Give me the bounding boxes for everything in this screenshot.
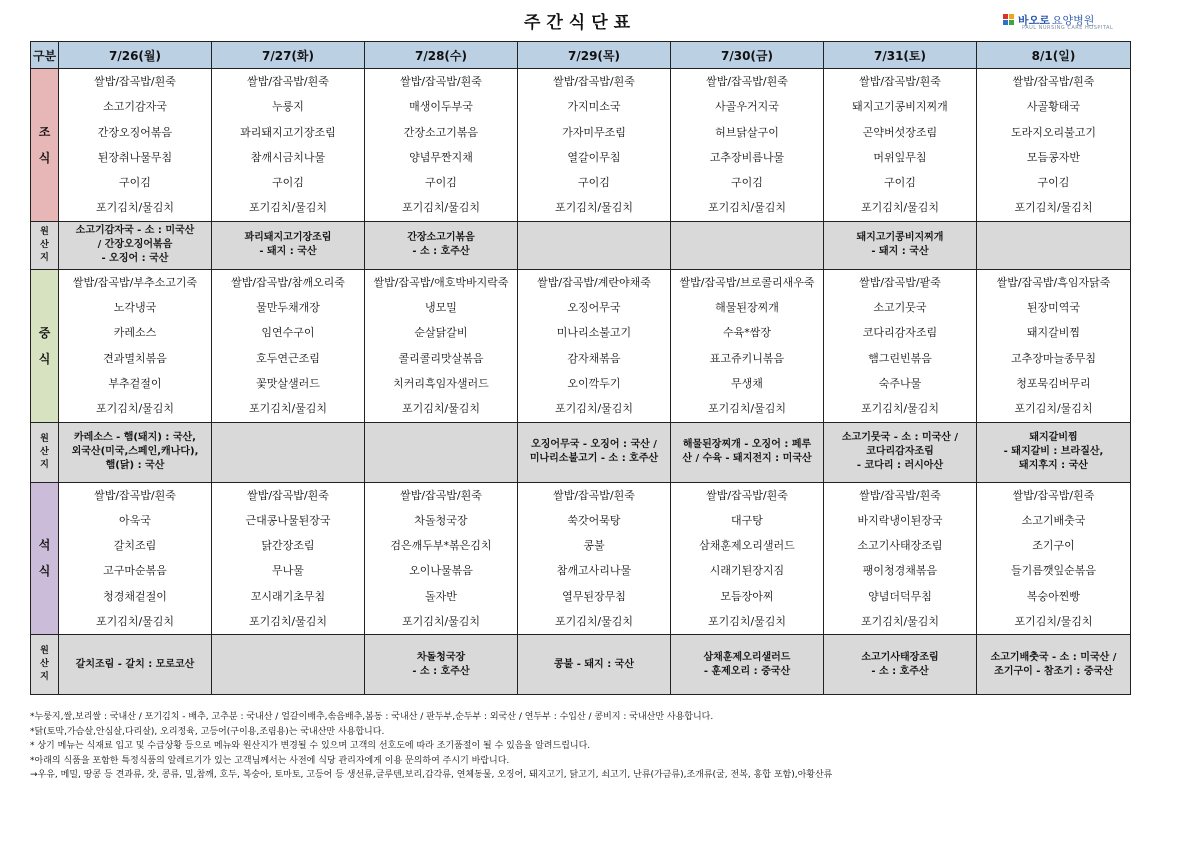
- menu-item: 참깨시금치나물: [250, 150, 326, 164]
- menu-item: 쌀밥/잡곡밥/흰죽: [553, 488, 635, 502]
- menu-item: 쌀밥/잡곡밥/흑임자닭죽: [996, 275, 1111, 289]
- origin-cell: [212, 221, 365, 269]
- menu-item: 무나물: [272, 564, 304, 578]
- origin-line: - 돼지갈비 : 브라질산,: [1003, 446, 1104, 458]
- logo-name-main: 바오로: [1018, 14, 1050, 27]
- header-day: 8/1(일): [977, 42, 1131, 69]
- menu-item: 무생채: [731, 376, 763, 390]
- dinner-cell: [212, 482, 365, 635]
- menu-item: 포기김치/물김치: [707, 201, 787, 215]
- menu-item: 감자채볶음: [567, 351, 621, 365]
- menu-item: 포기김치/물김치: [401, 201, 481, 215]
- note-line: *아래의 식품을 포함한 특정식품의 알레르기가 있는 고객님께서는 사전에 식당 관리자에게 이용 문의하여 주시기 바랍니다.: [30, 755, 510, 766]
- dinner-label: 석 식: [31, 482, 59, 635]
- origin-line: 돼지후지 : 국산: [1019, 460, 1088, 472]
- origin-label: 원 산 지: [31, 221, 59, 269]
- menu-item: 모듬콩자반: [1026, 150, 1081, 164]
- menu-item: 쌀밥/잡곡밥/흰죽: [247, 488, 329, 502]
- dinner-row: [31, 482, 1131, 635]
- menu-item: 포기김치/물김치: [554, 402, 634, 416]
- menu-item: 오이깍두기: [567, 376, 621, 390]
- menu-item: 포기김치/물김치: [1014, 402, 1093, 416]
- lunch-cell: [824, 269, 977, 422]
- lunch-cell: [671, 269, 824, 422]
- menu-item: 햄그린빈볶음: [868, 351, 932, 365]
- note-line: *닭(토막,가슴살,안심살,다리살), 오리정육, 고등어(구이용,조림용)는 국내산만 사용합니다.: [30, 726, 385, 737]
- menu-item: 콩불: [583, 539, 605, 553]
- menu-item: 시래기된장지짐: [709, 564, 785, 578]
- origin-line: - 돼지 : 국산: [259, 246, 317, 258]
- menu-item: 구이김: [1037, 176, 1070, 190]
- dinner-cell: [518, 482, 671, 635]
- breakfast-origin-row: [31, 221, 1131, 269]
- origin-line: 외국산(미국,스페인,캐나다),: [71, 446, 199, 458]
- origin-cell: [518, 422, 671, 482]
- breakfast-cell: [671, 69, 824, 222]
- origin-line: 소고기사태장조림: [861, 651, 939, 663]
- dinner-cell: [977, 482, 1131, 635]
- menu-item: 조기구이: [1032, 539, 1075, 553]
- logo-icon: [1003, 14, 1015, 26]
- menu-item: 포기김치/물김치: [95, 201, 175, 215]
- menu-item: 차돌청국장: [414, 513, 468, 527]
- menu-item: 쌀밥/잡곡밥/참깨오리죽: [231, 275, 345, 289]
- dinner-cell: [59, 482, 212, 635]
- origin-cell: [518, 221, 671, 269]
- menu-item: 포기김치/물김치: [248, 201, 328, 215]
- breakfast-cell: [824, 69, 977, 222]
- header-day: 7/31(토): [824, 42, 977, 69]
- breakfast-cell: [518, 69, 671, 222]
- menu-item: 포기김치/물김치: [860, 615, 940, 629]
- breakfast-cell: [59, 69, 212, 222]
- menu-item: 순살닭갈비: [414, 326, 468, 340]
- menu-item: 해물된장찌개: [715, 301, 779, 315]
- menu-item: 청경채겉절이: [103, 589, 167, 603]
- menu-item: 물만두채개장: [256, 301, 320, 315]
- origin-cell: [59, 422, 212, 482]
- menu-item: 포기김치/물김치: [554, 615, 634, 629]
- origin-cell: [365, 221, 518, 269]
- breakfast-cell: [212, 69, 365, 222]
- menu-item: 쌀밥/잡곡밥/흰죽: [859, 488, 941, 502]
- origin-cell: [59, 221, 212, 269]
- menu-item: 포기김치/물김치: [248, 615, 328, 629]
- menu-item: 구이김: [425, 176, 457, 190]
- origin-line: / 간장오징어볶음: [97, 239, 173, 251]
- menu-item: 임연수구이: [261, 326, 315, 340]
- note-line: * 상기 메뉴는 식재료 입고 및 수급상황 등으로 메뉴와 원산지가 변경될 수 있으며 고객의 선호도에 따라 조기품절이 될 수 있음을 알려드립니다.: [30, 741, 591, 751]
- origin-line: 조기구이 - 참조기 : 중국산: [994, 665, 1113, 677]
- origin-line: - 소 : 호주산: [412, 665, 470, 677]
- notes-section: [30, 710, 1140, 783]
- origin-line: - 코다리 : 러시아산: [856, 460, 944, 472]
- menu-item: 부추겉절이: [108, 376, 162, 390]
- menu-item: 숙주나물: [878, 376, 922, 390]
- origin-cell: [824, 221, 977, 269]
- origin-cell: [59, 635, 212, 695]
- menu-item: 표고쥬키니볶음: [709, 351, 785, 365]
- menu-item: 소고기감자국: [103, 100, 167, 114]
- menu-item: 카레소스: [113, 326, 157, 340]
- menu-item: 된장취나물무침: [97, 150, 173, 164]
- dinner-cell: [365, 482, 518, 635]
- origin-cell: [671, 635, 824, 695]
- menu-item: 사골우거지국: [715, 100, 779, 114]
- origin-line: 산 / 수육 - 돼지전지 : 미국산: [682, 453, 812, 465]
- origin-line: 돼지고기콩비지찌개: [856, 232, 944, 244]
- menu-item: 콜리콜리맛살볶음: [398, 351, 484, 365]
- origin-cell: [671, 221, 824, 269]
- menu-item: 포기김치/물김치: [707, 402, 787, 416]
- origin-line: 소고기뭇국 - 소 : 미국산 /: [841, 432, 959, 444]
- origin-line: 삼채훈제오리샐러드: [703, 651, 791, 663]
- logo-name-sub: 요양병원: [1051, 14, 1095, 27]
- menu-item: 바지락냉이된장국: [857, 513, 943, 527]
- menu-item: 수육*쌈장: [722, 326, 771, 340]
- menu-item: 구이김: [578, 176, 610, 190]
- menu-item: 가지미소국: [567, 100, 621, 114]
- note-line: →우유, 메밀, 땅콩 등 견과류, 잣, 콩류, 밀,참깨, 호두, 복숭아, 토마토, 고등어 등 생선류,글루텐,보리,갑각류, 연체동물, 오징어, 돼지고기, 닭고기, 쇠고기, 난류(가금류),조개류(굴, 전복, 홍합 포함),아황산류: [30, 770, 833, 780]
- menu-item: 청포묵김버무리: [1016, 376, 1091, 390]
- menu-item: 쌀밥/잡곡밥/흰죽: [859, 75, 941, 88]
- menu-item: 냉모밀: [425, 301, 457, 315]
- menu-item: 돌자반: [425, 589, 457, 603]
- menu-item: 쌀밥/잡곡밥/애호박바지락죽: [373, 275, 509, 289]
- menu-item: 포기김치/물김치: [860, 201, 940, 215]
- menu-item: 근대콩나물된장국: [245, 513, 331, 527]
- menu-item: 구이김: [119, 176, 151, 190]
- menu-item: 열갈이무침: [567, 150, 621, 164]
- menu-item: 돼지갈비찜: [1026, 326, 1081, 340]
- menu-item: 고추장마늘종무침: [1010, 351, 1096, 365]
- origin-cell: [977, 635, 1131, 695]
- origin-line: 꽈리돼지고기장조림: [244, 232, 332, 244]
- origin-cell: [824, 422, 977, 482]
- menu-item: 간장소고기볶음: [403, 125, 479, 139]
- origin-line: 콩불 - 돼지 : 국산: [553, 658, 635, 670]
- menu-item: 모듬장아찌: [720, 589, 774, 603]
- breakfast-label: 조 식: [31, 69, 59, 222]
- lunch-origin-row: [31, 422, 1131, 482]
- menu-item: 포기김치/물김치: [1014, 201, 1093, 215]
- origin-line: 돼지갈비찜: [1029, 432, 1078, 444]
- menu-item: 구이김: [272, 176, 304, 190]
- menu-item: 쌀밥/잡곡밥/흰죽: [94, 75, 176, 88]
- menu-item: 꼬시래기초무침: [250, 589, 326, 603]
- menu-item: 쌀밥/잡곡밥/부추소고기죽: [72, 275, 198, 289]
- menu-item: 된장미역국: [1026, 301, 1081, 315]
- menu-item: 아욱국: [119, 513, 151, 527]
- menu-item: 쌀밥/잡곡밥/흰죽: [400, 75, 482, 88]
- origin-cell: [977, 221, 1131, 269]
- menu-item: 포기김치/물김치: [95, 402, 175, 416]
- breakfast-cell: [977, 69, 1131, 222]
- menu-item: 포기김치/물김치: [248, 402, 328, 416]
- menu-item: 삼채훈제오리샐러드: [699, 539, 795, 553]
- menu-item: 치커리흑임자샐러드: [393, 376, 489, 390]
- lunch-cell: [518, 269, 671, 422]
- menu-item: 쑥갓어묵탕: [567, 513, 621, 527]
- menu-item: 오징어무국: [567, 301, 621, 315]
- menu-item: 포기김치/물김치: [401, 402, 481, 416]
- menu-item: 복숭아찐빵: [1026, 589, 1081, 603]
- menu-item: 쌀밥/잡곡밥/흰죽: [247, 75, 329, 88]
- menu-item: 꽈리돼지고기장조림: [240, 125, 336, 139]
- menu-item: 견과멸치볶음: [103, 351, 167, 365]
- origin-line: 해물된장찌개 - 오징어 : 페루: [682, 439, 812, 451]
- menu-item: 쌀밥/잡곡밥/흰죽: [706, 75, 788, 88]
- menu-item: 양념더덕무침: [868, 589, 932, 603]
- menu-item: 쌀밥/잡곡밥/브로콜리새우죽: [679, 275, 815, 289]
- logo-tagline: PAUL NURSING CARE HOSPITAL: [1022, 25, 1114, 31]
- dinner-cell: [824, 482, 977, 635]
- menu-item: 고추장비름나물: [709, 150, 785, 164]
- header-day: 7/26(월): [59, 42, 212, 69]
- origin-line: 소고기배춧국 - 소 : 미국산 /: [990, 651, 1117, 663]
- menu-item: 포기김치/물김치: [401, 615, 481, 629]
- lunch-row: [31, 269, 1131, 422]
- menu-item: 호두연근조림: [256, 351, 320, 365]
- origin-cell: [518, 635, 671, 695]
- origin-cell: [977, 422, 1131, 482]
- header-day: 7/29(목): [518, 42, 671, 69]
- menu-item: 갈치조림: [113, 539, 157, 553]
- origin-line: 소고기감자국 - 소 : 미국산: [75, 225, 195, 237]
- origin-line: 코다리감자조림: [866, 446, 934, 458]
- origin-line: 차돌청국장: [416, 651, 466, 663]
- menu-item: 코다리감자조림: [862, 326, 938, 340]
- origin-cell: [365, 422, 518, 482]
- origin-cell: [824, 635, 977, 695]
- origin-line: 카레소스 - 햄(돼지) : 국산,: [74, 432, 196, 444]
- origin-cell: [365, 635, 518, 695]
- origin-line: 간장소고기볶음: [407, 232, 475, 244]
- menu-item: 고구마순볶음: [103, 564, 167, 578]
- origin-line: - 돼지 : 국산: [871, 246, 929, 258]
- lunch-cell: [977, 269, 1131, 422]
- menu-item: 쌀밥/잡곡밥/흰죽: [400, 488, 482, 502]
- menu-item: 들기름깻잎순볶음: [1010, 564, 1096, 578]
- origin-cell: [212, 422, 365, 482]
- menu-item: 소고기뭇국: [873, 301, 927, 315]
- page-title: 주간식단표: [523, 13, 637, 33]
- menu-item: 포기김치/물김치: [1014, 615, 1093, 629]
- menu-item: 팽이청경채볶음: [862, 564, 938, 578]
- header-gubun: 구분: [31, 42, 59, 69]
- note-line: *누룽지,쌀,보리쌀 : 국내산 / 포기김치 - 배추, 고추분 : 국내산 / 얼갈이배추,솎음배추,봄동 : 국내산 / 판두부,순두부 : 외국산 / 연두부 : 수입산 / 콩비지 : 국내산만 사용합니다.: [30, 712, 714, 722]
- origin-label: 원 산 지: [31, 635, 59, 695]
- menu-item: 검은깨두부*볶은김치: [390, 539, 492, 553]
- menu-item: 곤약버섯장조림: [862, 125, 938, 139]
- menu-item: 오이나물볶음: [409, 564, 473, 578]
- lunch-label: 중 식: [31, 269, 59, 422]
- origin-line: 갈치조림 - 갈치 : 모로코산: [75, 658, 195, 670]
- menu-item: 꽃맛살샐러드: [256, 376, 320, 390]
- menu-item: 열무된장무침: [562, 589, 626, 603]
- origin-line: 미나리소불고기 - 소 : 호주산: [529, 453, 659, 465]
- breakfast-row: [31, 69, 1131, 222]
- origin-cell: [671, 422, 824, 482]
- header-day: 7/30(금): [671, 42, 824, 69]
- menu-item: 쌀밥/잡곡밥/흰죽: [94, 488, 176, 502]
- menu-item: 노각냉국: [113, 301, 157, 315]
- origin-line: - 소 : 호주산: [412, 246, 470, 258]
- menu-item: 포기김치/물김치: [554, 201, 634, 215]
- weekly-menu-table: [30, 41, 1131, 695]
- menu-item: 참깨고사리나물: [556, 564, 632, 578]
- menu-item: 양념무짠지채: [409, 150, 473, 164]
- menu-item: 매생이두부국: [409, 100, 473, 114]
- menu-item: 닭간장조림: [261, 539, 315, 553]
- dinner-cell: [671, 482, 824, 635]
- menu-item: 쌀밥/잡곡밥/흰죽: [1012, 488, 1095, 502]
- dinner-origin-row: [31, 635, 1131, 695]
- menu-item: 구이김: [731, 176, 763, 190]
- origin-line: 오징어무국 - 오징어 : 국산 /: [531, 439, 657, 451]
- header-day: 7/27(화): [212, 42, 365, 69]
- breakfast-cell: [365, 69, 518, 222]
- menu-item: 포기김치/물김치: [707, 615, 787, 629]
- menu-item: 간장오징어볶음: [97, 125, 173, 139]
- menu-item: 대구탕: [731, 513, 763, 527]
- lunch-cell: [59, 269, 212, 422]
- menu-item: 구이김: [884, 176, 916, 190]
- menu-item: 쌀밥/잡곡밥/흰죽: [706, 488, 788, 502]
- menu-item: 미나리소불고기: [556, 326, 632, 340]
- origin-line: - 소 : 호주산: [871, 665, 929, 677]
- menu-item: 쌀밥/잡곡밥/계란야채죽: [537, 275, 651, 289]
- origin-line: - 오징어 : 국산: [101, 253, 169, 265]
- menu-item: 사골황태국: [1026, 100, 1081, 114]
- menu-item: 포기김치/물김치: [95, 615, 175, 629]
- menu-item: 도라지오리불고기: [1010, 125, 1096, 139]
- origin-cell: [212, 635, 365, 695]
- menu-item: 허브닭살구이: [715, 125, 779, 139]
- origin-label: 원 산 지: [31, 422, 59, 482]
- lunch-cell: [212, 269, 365, 422]
- menu-item: 포기김치/물김치: [860, 402, 940, 416]
- menu-item: 가자미무조림: [562, 125, 626, 139]
- menu-item: 소고기배춧국: [1021, 513, 1086, 527]
- origin-line: - 훈제오리 : 중국산: [703, 665, 791, 677]
- menu-item: 쌀밥/잡곡밥/팥죽: [859, 275, 941, 289]
- lunch-cell: [365, 269, 518, 422]
- menu-item: 쌀밥/잡곡밥/흰죽: [553, 75, 635, 88]
- origin-line: 햄(닭) : 국산: [105, 460, 165, 472]
- menu-item: 소고기사태장조림: [857, 539, 943, 553]
- menu-item: 누룽지: [272, 100, 304, 114]
- menu-item: 머위잎무침: [873, 150, 927, 164]
- header-day: 7/28(수): [365, 42, 518, 69]
- menu-item: 쌀밥/잡곡밥/흰죽: [1012, 75, 1095, 88]
- menu-item: 돼지고기콩비지찌개: [852, 100, 948, 114]
